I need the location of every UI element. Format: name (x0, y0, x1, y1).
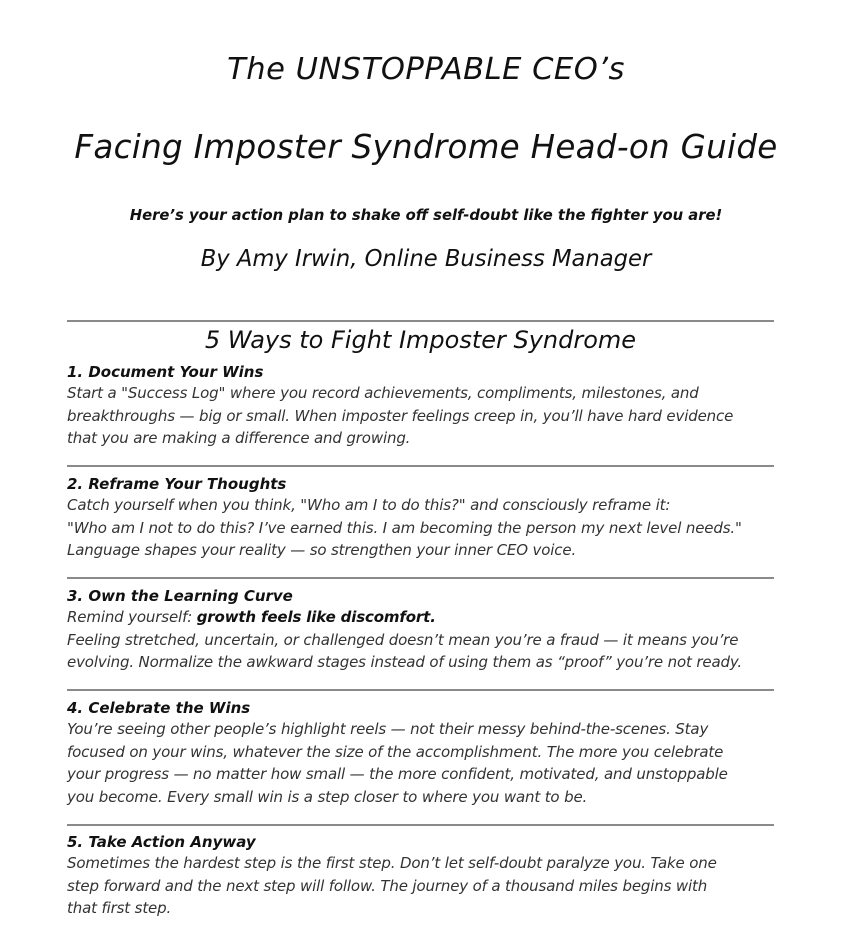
divider (67, 689, 774, 691)
subtitle: Here’s your action plan to shake off self-doubt like the fighter you are! (129, 207, 723, 224)
emphasis-text: highlight reels (280, 720, 387, 738)
tip-line: Start a "Success Log" where you record achievements, compliments, milestones, and (67, 384, 699, 402)
tip-line: evolving. Normalize the awkward stages instead of using them as “proof” you’re not ready. (67, 653, 743, 671)
divider-top (67, 320, 774, 322)
tip-line (67, 718, 787, 741)
text-segment: that you (67, 429, 134, 447)
tip-line (67, 427, 787, 450)
tip-heading: 1. Document Your Wins (67, 363, 264, 381)
tip-line: breakthroughs — big or small. When imposter feelings creep in, you’ll have hard evidence (67, 406, 734, 425)
tip-heading: 2. Reframe Your Thoughts (67, 475, 287, 493)
bold-text: growth feels like discomfort. (196, 608, 436, 626)
author-byline: By Amy Irwin, Online Business Manager (200, 246, 652, 272)
title-line-2: Facing Imposter Syndrome Head-on Guide (74, 128, 778, 166)
tip-line: you become. Every small win is a step closer to where you want to be. (67, 787, 588, 806)
tip-line (67, 517, 787, 540)
tip-line: Catch yourself when you think, "Who am I to do this?" and consciously reframe it: (67, 496, 671, 514)
text-segment: You’re seeing other people’s (67, 720, 281, 738)
tip-5 (67, 832, 787, 920)
tip-4 (67, 698, 787, 808)
emphasis-text: not (148, 518, 173, 537)
tip-3 (67, 586, 787, 674)
tip-line: that first step. (67, 899, 172, 917)
tip-line (67, 606, 787, 629)
title-line-1: The UNSTOPPABLE CEO’s (227, 52, 625, 87)
tip-line: step forward and the next step will follow. The journey of a thousand miles begins with (67, 876, 708, 895)
section-title: 5 Ways to Fight Imposter Syndrome (204, 326, 637, 354)
divider (67, 577, 774, 579)
tip-line: your progress — no matter how small — the more confident, motivated, and unstoppable (67, 765, 728, 783)
tip-heading: 5. Take Action Anyway (67, 833, 256, 851)
tip-heading: 4. Celebrate the Wins (67, 699, 251, 717)
tip-line: Language shapes your reality — so strengthen your inner CEO voice. (67, 541, 577, 559)
tip-2 (67, 474, 787, 562)
text-segment: to do this? I’ve earned this. I am becoming the person my next level needs." (172, 518, 742, 537)
text-segment: "Who am I (67, 518, 149, 537)
tip-heading: 3. Own the Learning Curve (67, 587, 293, 605)
divider (67, 824, 774, 826)
text-segment: Remind yourself: (67, 608, 197, 626)
text-segment: — not their messy behind-the-scenes. Stay (386, 720, 709, 738)
text-segment: making a difference and growing. (157, 429, 411, 447)
tip-line: Sometimes the hardest step is the first step. Don’t let self-doubt paralyze you. Take one (67, 854, 717, 872)
emphasis-text: are (133, 429, 158, 447)
tip-line: Feeling stretched, uncertain, or challenged doesn’t mean you’re a fraud — it means you’re (67, 630, 739, 649)
tip-1 (67, 362, 787, 450)
tip-line: focused on your wins, whatever the size of the accomplishment. The more you celebrate (67, 742, 724, 761)
divider (67, 465, 774, 467)
